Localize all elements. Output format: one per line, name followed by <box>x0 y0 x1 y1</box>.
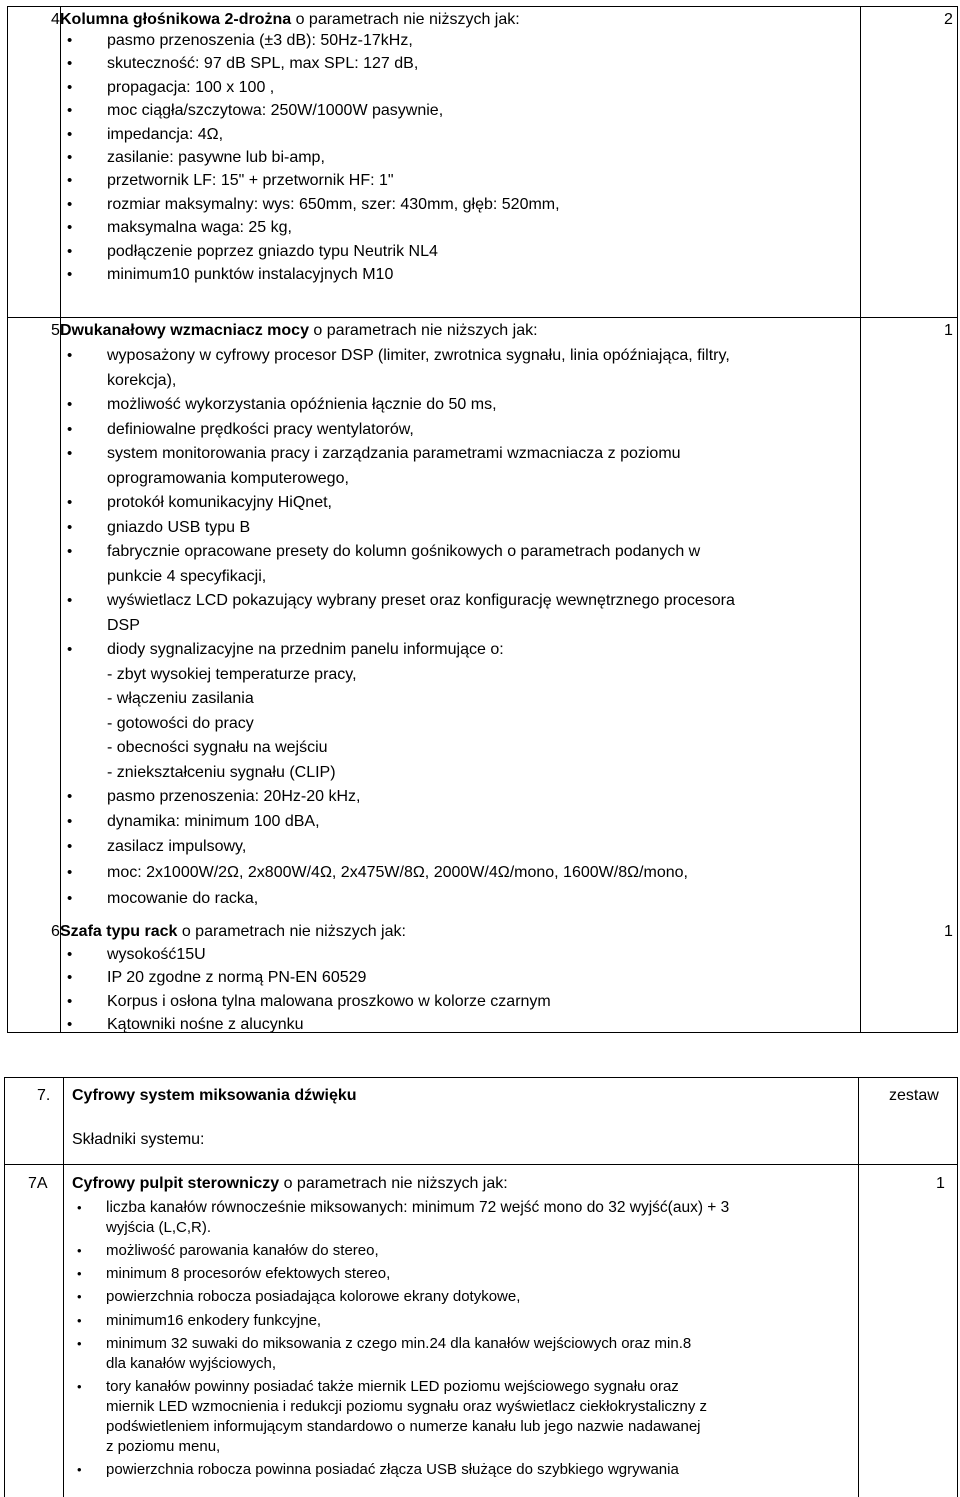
bullet-icon: • <box>67 445 73 462</box>
row-quantity: 1 <box>936 1175 945 1192</box>
list-item <box>67 123 560 146</box>
row-unit: zestaw <box>889 1087 939 1104</box>
row-number: 4 <box>51 11 60 28</box>
row-heading-rest: o parametrach nie niższych jak: <box>177 923 406 940</box>
list-item-text: impedancja: 4Ω, <box>107 125 224 143</box>
list-item-text: tory kanałów powinny posiadać także miernik LED poziomu wejściowego sygnału oraz <box>106 1377 679 1395</box>
bullet-icon: • <box>67 195 73 213</box>
list-item <box>67 886 852 912</box>
bullet-list <box>77 1198 730 1480</box>
list-item-text: wyposażony w cyfrowy procesor DSP (limiter, zwrotnica sygnału, linia opóźniająca, filtry, <box>107 347 730 364</box>
bullet-icon: • <box>67 172 73 190</box>
column-divider <box>63 1078 64 1497</box>
list-item <box>77 1287 729 1307</box>
list-item-text: moc: 2x1000W/2Ω, 2x800W/4Ω, 2x475W/8Ω, 2000W/4Ω/mono, 1600W/8Ω/mono, <box>107 864 688 881</box>
row-heading-bold: Cyfrowy pulpit sterowniczy <box>72 1175 280 1192</box>
row-number: 6 <box>51 923 60 940</box>
list-item-text: wyświetlacz LCD pokazujący wybrany preset oraz konfigurację wewnętrznego procesora <box>107 592 735 609</box>
list-item-text: gniazdo USB typu B <box>107 518 251 536</box>
list-item-text: diody sygnalizacyjne na przednim panelu informujące o: <box>107 641 504 658</box>
list-item-text: - obecności sygnału na wejściu <box>107 739 328 756</box>
list-item <box>67 52 560 75</box>
row-quantity: 1 <box>944 322 953 339</box>
list-item <box>67 442 852 491</box>
list-item-text: zasilanie: pasywne lub bi-amp, <box>107 149 325 167</box>
bullet-icon: • <box>67 518 73 536</box>
bullet-icon: • <box>67 543 73 560</box>
list-item-text: - włączeniu zasilania <box>107 690 254 707</box>
row-heading <box>72 1174 508 1194</box>
bullet-icon: • <box>67 838 73 855</box>
bullet-icon: • <box>77 1462 82 1478</box>
list-item-text: protokół komunikacyjny HiQnet, <box>107 494 332 511</box>
bullet-icon: • <box>77 1289 82 1305</box>
list-item <box>67 240 560 263</box>
bullet-icon: • <box>67 494 73 511</box>
list-item-text: Kątowniki nośne z alucynku <box>107 1015 304 1033</box>
list-item-text: powierzchnia robocza powinna posiadać złącza USB służące do szybkiego wgrywania <box>106 1461 679 1479</box>
list-item <box>67 393 852 418</box>
list-item-text: liczba kanałów równocześnie miksowanych: minimum 72 wejść mono do 32 wyjść(aux) + 3 <box>106 1199 730 1216</box>
list-item-text: możliwość wykorzystania opóźnienia łącznie do 50 ms, <box>107 396 497 413</box>
row-heading <box>60 922 406 942</box>
list-item-text: podłączenie poprzez gniazdo typu Neutrik NL4 <box>107 242 438 260</box>
row-divider <box>5 1164 957 1165</box>
list-item-text: mocowanie do racka, <box>107 890 259 907</box>
row-divider <box>8 317 957 318</box>
list-item-text: minimum16 enkodery funkcyjne, <box>106 1311 322 1329</box>
list-item-text: definiowalne prędkości pracy wentylatorów, <box>107 420 414 438</box>
bullet-icon: • <box>77 1266 82 1282</box>
bullet-icon: • <box>77 1312 82 1328</box>
bullet-list <box>67 29 560 286</box>
bullet-icon: • <box>67 864 73 881</box>
row-heading-bold: Szafa typu rack <box>60 923 178 940</box>
bullet-icon: • <box>67 992 73 1010</box>
list-item <box>77 1460 729 1480</box>
list-item-text: wyjścia (L,C,R). <box>106 1219 212 1236</box>
row-heading-bold: Cyfrowy system miksowania dźwięku <box>72 1087 357 1104</box>
list-item <box>77 1198 730 1238</box>
list-item-text: Korpus i osłona tylna malowana proszkowo w kolorze czarnym <box>107 992 551 1010</box>
spec-table-1 <box>7 6 958 1033</box>
list-item <box>67 990 551 1013</box>
bullet-icon: • <box>67 641 73 658</box>
list-item-text: powierzchnia robocza posiadająca kolorowe ekrany dotykowe, <box>106 1288 521 1306</box>
row-heading-bold: Dwukanałowy wzmacniacz mocy <box>60 322 309 339</box>
bullet-icon: • <box>67 242 73 260</box>
column-divider <box>60 7 61 1032</box>
list-item <box>77 1264 729 1284</box>
list-item-text: oprogramowania komputerowego, <box>107 469 349 487</box>
list-item <box>67 810 852 835</box>
bullet-list <box>67 943 551 1036</box>
list-item-text: DSP <box>107 616 140 634</box>
bullet-icon: • <box>67 890 73 907</box>
bullet-icon: • <box>67 219 73 237</box>
list-item <box>67 1013 551 1036</box>
list-item-text: - gotowości do pracy <box>107 714 254 732</box>
list-item-text: przetwornik LF: 15" + przetwornik HF: 1" <box>107 172 394 190</box>
list-item-text: - zniekształceniu sygnału (CLIP) <box>107 763 336 781</box>
list-item-text: moc ciągła/szczytowa: 250W/1000W pasywnie, <box>107 102 444 120</box>
bullet-icon: • <box>67 592 73 609</box>
row-quantity: 2 <box>944 11 953 28</box>
list-item-text: minimum10 punktów instalacyjnych M10 <box>107 266 394 284</box>
list-item <box>67 193 560 216</box>
list-item-text: korekcja), <box>107 371 177 389</box>
list-item <box>77 1334 729 1374</box>
bullet-icon: • <box>67 812 73 830</box>
row-heading-rest: o parametrach nie niższych jak: <box>308 322 538 339</box>
list-item <box>67 540 852 589</box>
list-item <box>67 589 852 638</box>
bullet-icon: • <box>67 946 73 963</box>
bullet-icon: • <box>67 55 73 73</box>
bullet-icon: • <box>77 1378 82 1394</box>
bullet-icon: • <box>67 347 73 364</box>
list-item-text: system monitorowania pracy i zarządzania parametrami wzmacniacza z poziomu <box>107 445 681 462</box>
bullet-icon: • <box>67 149 73 167</box>
list-item-text: skuteczność: 97 dB SPL, max SPL: 127 dB, <box>107 55 419 73</box>
list-item <box>67 943 551 966</box>
list-item <box>67 860 852 886</box>
list-item-text: wysokość15U <box>107 946 206 963</box>
list-item-text: zasilacz impulsowy, <box>107 838 247 855</box>
bullet-icon: • <box>67 420 73 438</box>
list-item-text: pasmo przenoszenia: 20Hz-20 kHz, <box>107 788 361 805</box>
list-item-text: dla kanałów wyjściowych, <box>106 1354 277 1372</box>
list-item <box>77 1241 729 1261</box>
bullet-list <box>67 344 852 912</box>
row-quantity: 1 <box>944 923 953 940</box>
row-heading-rest: o parametrach nie niższych jak: <box>291 11 520 28</box>
list-item-text: - zbyt wysokiej temperaturze pracy, <box>107 665 357 683</box>
bullet-icon: • <box>67 78 73 96</box>
list-item <box>67 491 852 516</box>
list-item <box>67 638 852 785</box>
row-subheading: Składniki systemu: <box>72 1131 205 1148</box>
list-item-text: IP 20 zgodne z normą PN-EN 60529 <box>107 969 367 987</box>
list-item <box>67 344 852 393</box>
list-item-text: rozmiar maksymalny: wys: 650mm, szer: 430mm, głęb: 520mm, <box>107 195 560 213</box>
row-heading <box>60 10 520 30</box>
bullet-icon: • <box>67 969 73 987</box>
bullet-icon: • <box>67 788 73 805</box>
list-item-text: podświetleniem informującym standardowo o numerze kanału lub jego nazwie nadawanej <box>106 1417 701 1435</box>
list-item-text: pasmo przenoszenia (±3 dB): 50Hz-17kHz, <box>107 32 413 49</box>
bullet-icon: • <box>67 266 73 284</box>
list-item <box>67 418 852 443</box>
bullet-icon: • <box>67 396 73 413</box>
list-item <box>77 1311 729 1331</box>
list-item <box>67 966 551 989</box>
list-item-text: minimum 32 suwaki do miksowania z czego min.24 dla kanałów wejściowych oraz min.8 <box>106 1334 692 1352</box>
list-item-text: minimum 8 procesorów efektowych stereo, <box>106 1265 391 1283</box>
list-item-text: propagacja: 100 x 100 , <box>107 78 275 96</box>
bullet-icon: • <box>67 125 73 143</box>
bullet-icon: • <box>77 1243 82 1258</box>
list-item <box>67 76 560 99</box>
list-item <box>67 99 560 122</box>
list-item <box>67 263 560 286</box>
list-item <box>77 1377 729 1457</box>
list-item <box>67 785 852 810</box>
column-divider <box>858 1078 859 1497</box>
list-item <box>67 834 852 860</box>
bullet-icon: • <box>67 1015 73 1033</box>
bullet-icon: • <box>67 32 73 49</box>
row-heading-rest: o parametrach nie niższych jak: <box>279 1175 508 1192</box>
list-item-text: z poziomu menu, <box>106 1437 221 1455</box>
row-heading-bold: Kolumna głośnikowa 2-drożna <box>60 11 292 28</box>
list-item-text: fabrycznie opracowane presety do kolumn gośnikowych o parametrach podanych w <box>107 543 701 560</box>
list-item <box>67 516 852 541</box>
row-number: 5 <box>51 322 60 339</box>
list-item-text: miernik LED wzmocnienia i redukcji poziomu sygnału oraz wyświetlacz ciekłokrystaliczny z <box>106 1397 708 1415</box>
list-item <box>67 29 560 52</box>
column-divider <box>860 7 861 1032</box>
bullet-icon: • <box>77 1200 82 1215</box>
list-item-text: możliwość parowania kanałów do stereo, <box>106 1242 379 1259</box>
list-item-text: dynamika: minimum 100 dBA, <box>107 812 320 830</box>
list-item <box>67 169 560 192</box>
bullet-icon: • <box>77 1335 82 1351</box>
row-number: 7A <box>28 1175 48 1192</box>
list-item-text: punkcie 4 specyfikacji, <box>107 567 267 585</box>
row-number: 7. <box>37 1087 51 1104</box>
list-item <box>67 146 560 169</box>
row-heading <box>60 321 538 341</box>
list-item-text: maksymalna waga: 25 kg, <box>107 219 292 237</box>
list-item <box>67 216 560 239</box>
spec-table-2 <box>4 1077 958 1497</box>
bullet-icon: • <box>67 102 73 120</box>
